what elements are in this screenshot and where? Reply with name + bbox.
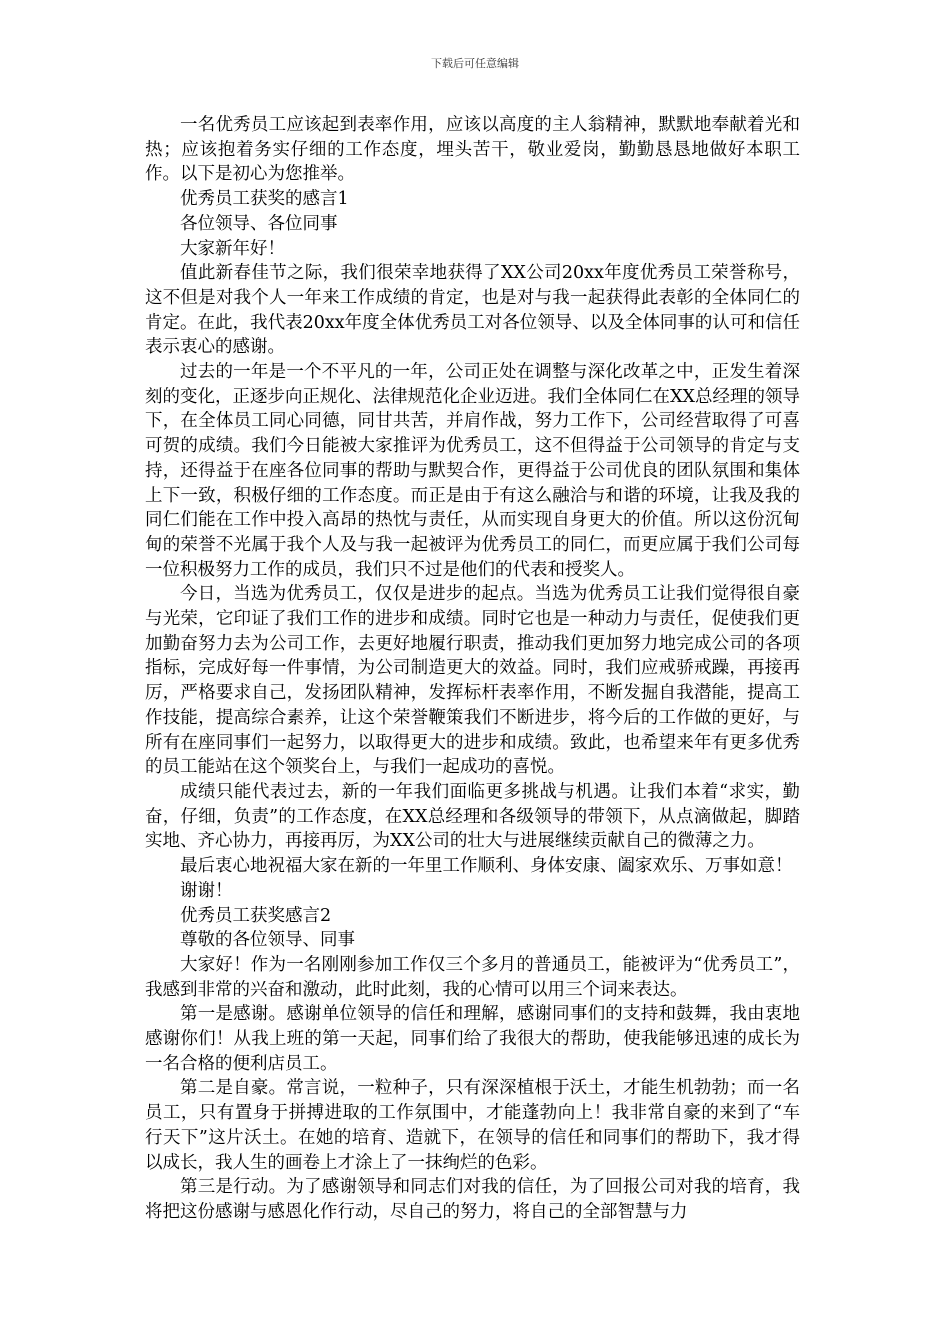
paragraph: 值此新春佳节之际，我们很荣幸地获得了XX公司20xx年度优秀员工荣誉称号，这不但是对我个人一年来工作成绩的肯定，也是对与我一起获得此表彰的全体同仁的肯定。在此，我代表20xx年度全体优秀员工对各位领导、以及全体同事的认可和信任表示衷心的感谢。 [145,263,800,358]
paragraph: 第三是行动。为了感谢领导和同志们对我的信任，为了回报公司对我的培育，我将把这份感谢与感恩化作行动，尽自己的努力，将自己的全部智慧与力 [145,1177,800,1222]
paragraph: 第二是自豪。常言说，一粒种子，只有深深植根于沃土，才能生机勃勃；而一名员工，只有置身于拼搏进取的工作氛围中，才能蓬勃向上！我非常自豪的来到了“车行天下”这片沃土。在她的培育、造就下，在领导的信任和同事们的帮助下，我才得以成长，我人生的画卷上才涂上了一抹绚烂的色彩。 [145,1078,800,1173]
paragraph: 大家好！作为一名刚刚参加工作仅三个多月的普通员工，能被评为“优秀员工”，我感到非常的兴奋和激动，此时此刻，我的心情可以用三个词来表达。 [145,954,800,1000]
paragraph: 大家新年好！ [180,238,285,259]
paragraph: 优秀员工获奖感言2 [180,905,332,926]
paragraph: 各位领导、各位同事 [180,213,338,234]
document-body [145,113,800,1225]
paragraph: 成绩只能代表过去，新的一年我们面临更多挑战与机遇。让我们本着“求实，勤奋，仔细，负责”的工作态度，在XX总经理和各级领导的带领下，从点滴做起，脚踏实地、齐心协力，再接再厉，为XX公司的壮大与进展继续贡献自己的微薄之力。 [145,781,800,852]
paragraph: 优秀员工获奖的感言1 [180,189,349,210]
paragraph: 谢谢！ [180,880,233,901]
paragraph: 今日，当选为优秀员工，仅仅是进步的起点。当选为优秀员工让我们觉得很自豪与光荣，它印证了我们工作的进步和成绩。同时它也是一种动力与责任，促使我们更加勤奋努力去为公司工作，去更好地履行职责，推动我们更加努力地完成公司的各项指标，完成好每一件事情，为公司制造更大的效益。同时，我们应戒骄戒躁，再接再厉，严格要求自己，发扬团队精神，发挥标杆表率作用，不断发掘自我潜能，提高工作技能，提高综合素养，让这个荣誉鞭策我们不断进步，将今后的工作做的更好，与所有在座同事们一起努力，以取得更大的进步和成绩。致此，也希望来年有更多优秀的员工能站在这个领奖台上，与我们一起成功的喜悦。 [145,584,800,778]
paragraph: 尊敬的各位领导、同事 [180,930,355,951]
page-header: 下载后可任意编辑 [431,57,519,70]
paragraph: 一名优秀员工应该起到表率作用，应该以高度的主人翁精神，默默地奉献着光和热；应该抱着务实仔细的工作态度，埋头苦干，敬业爱岗，勤勤恳恳地做好本职工作。以下是初心为您推举。 [145,115,800,185]
paragraph: 最后衷心地祝福大家在新的一年里工作顺利、身体安康、阖家欢乐、万事如意！ [180,856,793,877]
paragraph: 过去的一年是一个不平凡的一年，公司正处在调整与深化改革之中，正发生着深刻的变化，正逐步向正规化、法律规范化企业迈进。我们全体同仁在XX总经理的领导下，在全体员工同心同德，同甘共苦，并肩作战，努力工作下，公司经营取得了可喜可贺的成绩。我们今日能被大家推评为优秀员工，这不但得益于公司领导的肯定与支持，还得益于在座各位同事的帮助与默契合作，更得益于公司优良的团队氛围和集体上下一致，积极仔细的工作态度。而正是由于有这么融洽与和谐的环境，让我及我的同仁们能在工作中投入高昂的热忱与责任，从而实现自身更大的价值。所以这份沉甸甸的荣誉不光属于我个人及与我一起被评为优秀员工的同仁，而更应属于我们公司每一位积极努力工作的成员，我们只不过是他们的代表和授奖人。 [145,362,800,580]
paragraph: 第一是感谢。感谢单位领导的信任和理解，感谢同事们的支持和鼓舞，我由衷地感谢你们！从我上班的第一天起，同事们给了我很大的帮助，使我能够迅速的成长为一名合格的便利店员工。 [145,1004,800,1074]
